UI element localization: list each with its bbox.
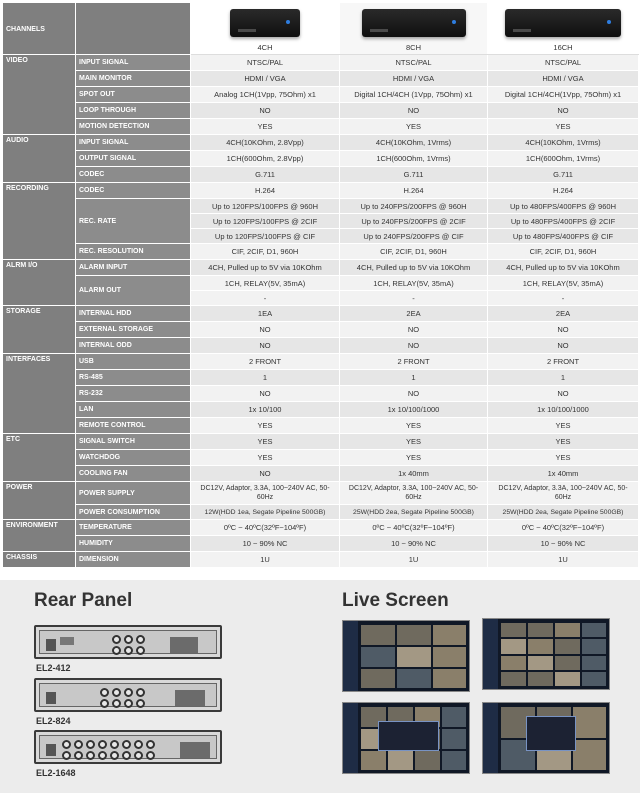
row-label: SIGNAL SWITCH — [76, 434, 191, 450]
row-label: REMOTE CONTROL — [76, 418, 191, 434]
spec-cell: NO — [488, 322, 639, 338]
spec-cell: 1CH, RELAY(5V, 35mA) — [340, 276, 488, 291]
rear-panel-title: Rear Panel — [34, 590, 133, 611]
row-label: RS-232 — [76, 386, 191, 402]
spec-cell: 4CH(10KOhm, 1Vrms) — [340, 135, 488, 151]
spec-cell: G.711 — [340, 167, 488, 183]
row-label: MOTION DETECTION — [76, 119, 191, 135]
spec-cell: 1CH(600Ohm, 1Vrms) — [488, 151, 639, 167]
spec-cell: NO — [191, 386, 340, 402]
spec-cell: G.711 — [488, 167, 639, 183]
power-led-icon — [286, 20, 290, 24]
row-label: REC. RESOLUTION — [76, 244, 191, 260]
model-label: 16CH — [553, 43, 573, 52]
spec-cell: NO — [488, 103, 639, 119]
spec-cell: NTSC/PAL — [191, 55, 340, 71]
spec-cell: NTSC/PAL — [340, 55, 488, 71]
spec-cell: DC12V, Adaptor, 3.3A, 100~240V AC, 50-60Hz — [191, 482, 340, 505]
spec-cell: HDMI / VGA — [488, 71, 639, 87]
spec-cell: H.264 — [191, 183, 340, 199]
category-environment: ENVIRONMENT — [3, 520, 76, 552]
row-label: USB — [76, 354, 191, 370]
spec-cell: HDMI / VGA — [340, 71, 488, 87]
spec-cell: YES — [340, 418, 488, 434]
spec-cell: 1 — [488, 370, 639, 386]
category-video: VIDEO — [3, 55, 76, 135]
category-recording: RECORDING — [3, 183, 76, 260]
spec-cell: 1U — [488, 552, 639, 568]
spec-cell: 4CH, Pulled up to 5V via 10KOhm — [191, 260, 340, 276]
spec-cell: Digital 1CH/4CH (1Vpp, 75Ohm) x1 — [340, 87, 488, 103]
row-label: POWER SUPPLY — [76, 482, 191, 505]
spec-cell: 1CH(600Ohm, 1Vrms) — [340, 151, 488, 167]
spec-cell: HDMI / VGA — [191, 71, 340, 87]
spec-cell: 10 ~ 90% NC — [191, 536, 340, 552]
power-led-icon — [607, 20, 611, 24]
spec-cell: 1U — [191, 552, 340, 568]
category-interfaces: INTERFACES — [3, 354, 76, 434]
spec-cell: 0ºC ~ 40ºC(32ºF~104ºF) — [340, 520, 488, 536]
category-storage: STORAGE — [3, 306, 76, 354]
live-screen-4-image — [482, 702, 610, 774]
model-header-16ch — [488, 3, 639, 55]
row-label: OUTPUT SIGNAL — [76, 151, 191, 167]
spec-cell: 0ºC ~ 40ºC(32ºF~104ºF) — [191, 520, 340, 536]
spec-cell: Up to 120FPS/100FPS @ 960H — [191, 199, 340, 214]
category-chassis: CHASSIS — [3, 552, 76, 568]
spec-cell: 25W(HDD 2ea, Segate Pipeline 500GB) — [340, 505, 488, 520]
spec-cell: 4CH(10KOhm, 1Vrms) — [488, 135, 639, 151]
spec-cell: - — [488, 291, 639, 306]
spec-cell: 4CH, Pulled up to 5V via 10KOhm — [488, 260, 639, 276]
channels-label-spacer — [76, 3, 191, 55]
spec-cell: Analog 1CH(1Vpp, 75Ohm) x1 — [191, 87, 340, 103]
spec-cell: H.264 — [488, 183, 639, 199]
spec-cell: - — [340, 291, 488, 306]
row-label: RS-485 — [76, 370, 191, 386]
spec-cell: - — [191, 291, 340, 306]
spec-table — [2, 2, 639, 568]
model-header-8ch — [340, 3, 488, 55]
dvr-16ch-image — [505, 9, 621, 37]
spec-cell: YES — [488, 418, 639, 434]
category-etc: ETC — [3, 434, 76, 482]
channels-label: CHANNELS — [3, 3, 76, 55]
spec-cell: 2EA — [340, 306, 488, 322]
row-label: ALARM INPUT — [76, 260, 191, 276]
category-audio: AUDIO — [3, 135, 76, 183]
spec-cell: YES — [191, 119, 340, 135]
row-label: TEMPERATURE — [76, 520, 191, 536]
spec-cell: 2EA — [488, 306, 639, 322]
spec-cell: NO — [340, 338, 488, 354]
spec-cell: 1CH, RELAY(5V, 35mA) — [191, 276, 340, 291]
live-screen-2-image — [482, 618, 610, 690]
spec-cell: Up to 240FPS/200FPS @ 2CIF — [340, 214, 488, 229]
row-label: REC. RATE — [76, 199, 191, 244]
spec-cell: 1EA — [191, 306, 340, 322]
spec-cell: 4CH, Pulled up to 5V via 10KOhm — [340, 260, 488, 276]
row-label: CODEC — [76, 167, 191, 183]
spec-cell: 25W(HDD 2ea, Segate Pipeline 500GB) — [488, 505, 639, 520]
power-led-icon — [452, 20, 456, 24]
spec-cell: Up to 120FPS/100FPS @ 2CIF — [191, 214, 340, 229]
spec-cell: YES — [488, 434, 639, 450]
row-label: EXTERNAL STORAGE — [76, 322, 191, 338]
category-alarm: ALRM I/O — [3, 260, 76, 306]
row-label: ALARM OUT — [76, 276, 191, 306]
row-label: HUMIDITY — [76, 536, 191, 552]
row-label: INTERNAL ODD — [76, 338, 191, 354]
spec-cell: YES — [191, 450, 340, 466]
spec-cell: 4CH(10KOhm, 2.8Vpp) — [191, 135, 340, 151]
row-label: LOOP THROUGH — [76, 103, 191, 119]
rear-panel-el2-412-image — [34, 625, 222, 659]
model-label: EL2-412 — [36, 663, 71, 673]
spec-cell: 1 — [191, 370, 340, 386]
live-screen-title: Live Screen — [342, 590, 449, 611]
row-label: SPOT OUT — [76, 87, 191, 103]
spec-cell: YES — [191, 418, 340, 434]
row-label: DIMENSION — [76, 552, 191, 568]
spec-cell: DC12V, Adaptor, 3.3A, 100~240V AC, 50-60Hz — [488, 482, 639, 505]
row-label: COOLING FAN — [76, 466, 191, 482]
spec-cell: NO — [191, 466, 340, 482]
live-screen-3-image — [342, 702, 470, 774]
rear-panel-el2-1648-image — [34, 730, 222, 764]
spec-cell: H.264 — [340, 183, 488, 199]
category-power: POWER — [3, 482, 76, 520]
spec-cell: YES — [488, 119, 639, 135]
spec-cell: YES — [488, 450, 639, 466]
model-label: 8CH — [405, 43, 421, 52]
spec-cell: 1x 10/100 — [191, 402, 340, 418]
spec-cell: 2 FRONT — [340, 354, 488, 370]
spec-cell: NO — [191, 338, 340, 354]
spec-cell: Up to 480FPS/400FPS @ 960H — [488, 199, 639, 214]
product-images-section — [0, 580, 640, 793]
dvr-8ch-image — [362, 9, 466, 37]
spec-cell: 1U — [340, 552, 488, 568]
spec-cell: 12W(HDD 1ea, Segate Pipeline 500GB) — [191, 505, 340, 520]
spec-cell: Up to 480FPS/400FPS @ 2CIF — [488, 214, 639, 229]
row-label: INPUT SIGNAL — [76, 55, 191, 71]
spec-cell: 0ºC ~ 40ºC(32ºF~104ºF) — [488, 520, 639, 536]
row-label: POWER CONSUMPTION — [76, 505, 191, 520]
spec-cell: NO — [340, 103, 488, 119]
spec-cell: G.711 — [191, 167, 340, 183]
spec-cell: NO — [191, 103, 340, 119]
spec-cell: 10 ~ 90% NC — [488, 536, 639, 552]
spec-cell: NO — [191, 322, 340, 338]
spec-cell: 2 FRONT — [488, 354, 639, 370]
spec-cell: 1CH(600Ohm, 2.8Vpp) — [191, 151, 340, 167]
spec-cell: Digital 1CH/4CH(1Vpp, 75Ohm) x1 — [488, 87, 639, 103]
model-label: EL2-1648 — [36, 768, 76, 778]
row-label: MAIN MONITOR — [76, 71, 191, 87]
spec-cell: 2 FRONT — [191, 354, 340, 370]
spec-cell: YES — [340, 119, 488, 135]
spec-cell: YES — [340, 434, 488, 450]
row-label: CODEC — [76, 183, 191, 199]
spec-cell: YES — [191, 434, 340, 450]
row-label: INPUT SIGNAL — [76, 135, 191, 151]
spec-cell: 1 — [340, 370, 488, 386]
spec-cell: NTSC/PAL — [488, 55, 639, 71]
spec-cell: Up to 480FPS/400FPS @ CIF — [488, 229, 639, 244]
dvr-4ch-image — [230, 9, 300, 37]
row-label: WATCHDOG — [76, 450, 191, 466]
rear-panel-el2-824-image — [34, 678, 222, 712]
spec-cell: 1CH, RELAY(5V, 35mA) — [488, 276, 639, 291]
spec-cell: Up to 240FPS/200FPS @ 960H — [340, 199, 488, 214]
row-label: LAN — [76, 402, 191, 418]
spec-cell: CIF, 2CIF, D1, 960H — [488, 244, 639, 260]
spec-cell: 1x 40mm — [340, 466, 488, 482]
spec-cell: DC12V, Adaptor, 3.3A, 100~240V AC, 50-60Hz — [340, 482, 488, 505]
spec-cell: CIF, 2CIF, D1, 960H — [340, 244, 488, 260]
spec-cell: CIF, 2CIF, D1, 960H — [191, 244, 340, 260]
spec-cell: NO — [488, 386, 639, 402]
spec-cell: NO — [340, 386, 488, 402]
spec-cell: 1x 40mm — [488, 466, 639, 482]
spec-cell: 10 ~ 90% NC — [340, 536, 488, 552]
model-header-4ch — [191, 3, 340, 55]
spec-cell: YES — [340, 450, 488, 466]
row-label: INTERNAL HDD — [76, 306, 191, 322]
spec-cell: NO — [340, 322, 488, 338]
spec-cell: 1x 10/100/1000 — [340, 402, 488, 418]
spec-cell: 1x 10/100/1000 — [488, 402, 639, 418]
model-label: EL2-824 — [36, 716, 71, 726]
spec-cell: Up to 240FPS/200FPS @ CIF — [340, 229, 488, 244]
spec-cell: Up to 120FPS/100FPS @ CIF — [191, 229, 340, 244]
live-screen-1-image — [342, 620, 470, 692]
spec-cell: NO — [488, 338, 639, 354]
model-label: 4CH — [257, 43, 273, 52]
